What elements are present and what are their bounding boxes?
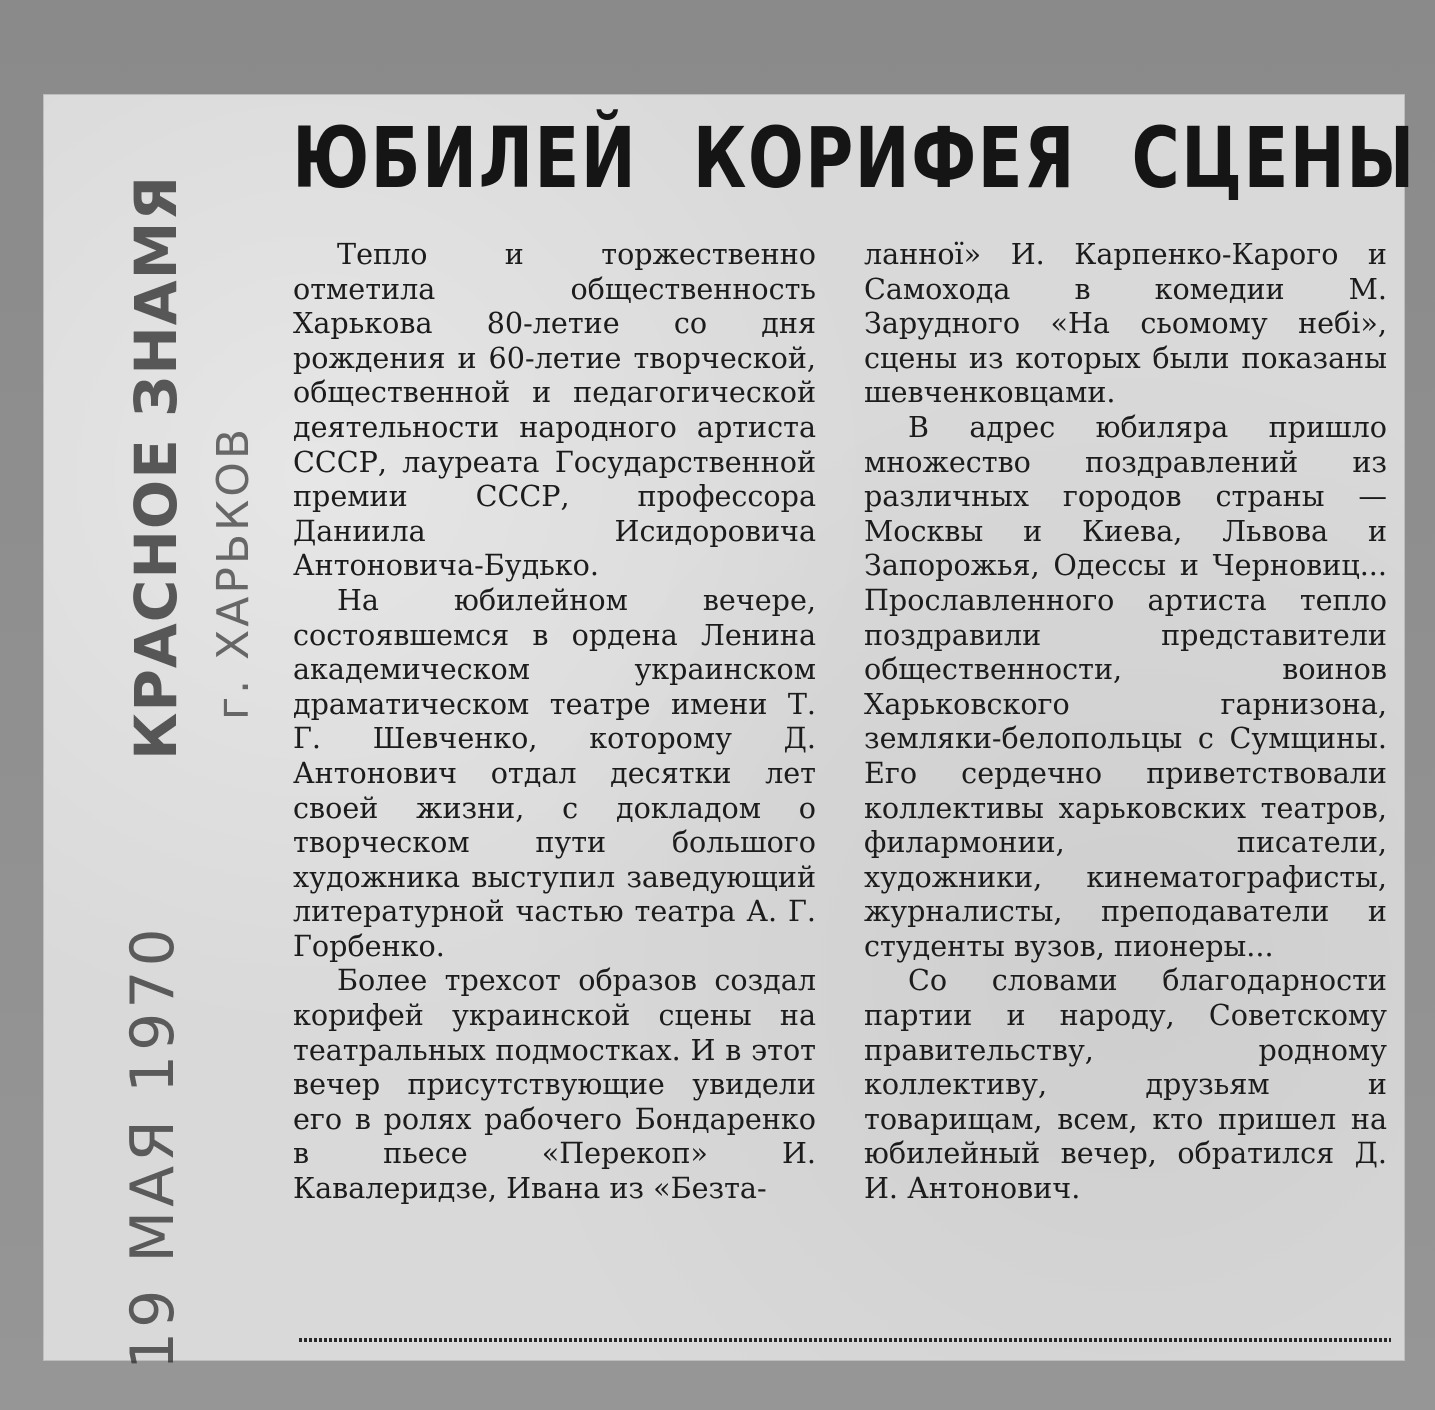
- newspaper-name-stamp: КРАСНОЕ ЗНАМЯ: [122, 174, 190, 760]
- article-column-2: [864, 237, 1387, 1206]
- bottom-rule: [299, 1338, 1391, 1342]
- date-stamp: 19 МАЯ 1970: [118, 924, 188, 1370]
- newspaper-clipping: [44, 95, 1416, 1370]
- paragraph: Тепло и торжественно отметила общественность Харькова 80-летие со дня рождения и 60-летие творческой, общественной и педагогической деятельности народного артиста СССР, лауреата Государственной премии СССР, профессора Даниила Исидоровича Антоновича-Будько.: [293, 237, 816, 583]
- paragraph: Более трехсот образов создал корифей украинской сцены на театральных подмостках. И в этот вечер присутствующие увидели его в ролях рабочего Бондаренко в пьесе «Перекоп» И. Кавалеридзе, Ивана из «Безта-: [293, 963, 816, 1206]
- paragraph: ланної» И. Карпенко-Карого и Самохода в комедии М. Зарудного «На сьомому небі», сцены из которых были показаны шевченковцами.: [864, 237, 1387, 410]
- paragraph: В адрес юбиляра пришло множество поздравлений из различных городов страны — Москвы и Киева, Львова и Запорожья, Одессы и Черновиц... Прославленного артиста тепло поздравили представители общественности, воинов Харьковского гарнизона, земляки-белопольцы с Сумщины. Его сердечно приветствовали коллективы харьковских театров, филармонии, писатели, художники, кинематографисты, журналисты, преподаватели и студенты вузов, пионеры...: [864, 409, 1387, 963]
- paragraph: Со словами благодарности партии и народу, Советскому правительству, родному коллективу, друзьям и товарищам, всем, кто пришел на юбилейный вечер, обратился Д. И. Антонович.: [864, 963, 1387, 1206]
- article-headline: ЮБИЛЕЙ КОРИФЕЯ СЦЕНЫ: [292, 109, 1416, 207]
- paragraph: На юбилейном вечере, состоявшемся в ордена Ленина академическом украинском драматическом театре имени Т. Г. Шевченко, которому Д. Антонович отдал десятки лет своей жизни, с докладом о творческом пути большого художника выступил заведующий литературной частью театра А. Г. Горбенко.: [293, 582, 816, 963]
- article-column-1: [293, 237, 816, 1206]
- city-stamp: г. ХАРЬКОВ: [208, 425, 259, 720]
